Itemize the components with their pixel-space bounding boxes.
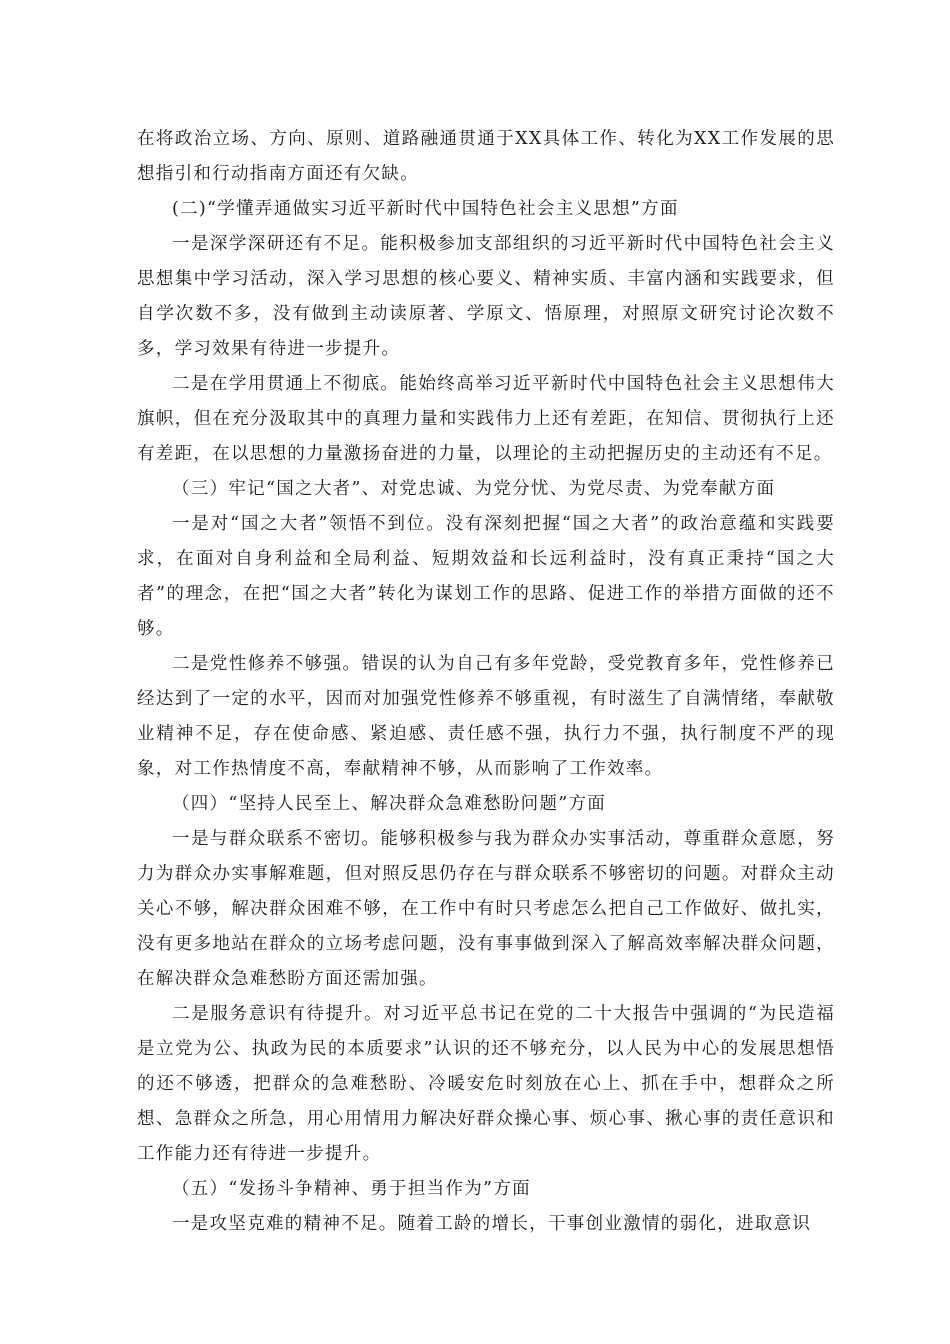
document-body: [137, 122, 835, 1242]
paragraph: 二是服务意识有待提升。对习近平总书记在党的二十大报告中强调的“为民造福是立党为公、执政为民的本质要求”认识的还不够充分，以人民为中心的发展思想悟的还不够透，把群众的急难愁盼、冷暖安危时刻放在心上、抓在手中，想群众之所想、急群众之所急，用心用情用力解决好群众操心事、烦心事、揪心事的责任意识和工作能力还有待进一步提升。: [137, 1004, 835, 1164]
paragraph: 一是与群众联系不密切。能够积极参与我为群众办实事活动，尊重群众意愿，努力为群众办实事解难题，但对照反思仍存在与群众联系不够密切的问题。对群众主动关心不够，解决群众困难不够，在工作中有时只考虑怎么把自己工作做好、做扎实，没有更多地站在群众的立场考虑问题，没有事事做到深入了解高效率解决群众问题，在解决群众急难愁盼方面还需加强。: [137, 829, 835, 989]
paragraph: 二是在学用贯通上不彻底。能始终高举习近平新时代中国特色社会主义思想伟大旗帜，但在充分汲取其中的真理力量和实践伟力上还有差距，在知信、贯彻执行上还有差距，在以思想的力量激扬奋进的力量，以理论的主动把握历史的主动还有不足。: [137, 374, 835, 464]
paragraph: 一是攻坚克难的精神不足。随着工龄的增长，干事创业激情的弱化，进取意识: [172, 1214, 812, 1234]
section-heading-2: (二)“学懂弄通做实习近平新时代中国特色社会主义思想”方面: [172, 199, 679, 219]
section-heading-4: （四）“坚持人民至上、解决群众急难愁盼问题”方面: [172, 794, 607, 814]
section-heading-5: （五）“发扬斗争精神、勇于担当作为”方面: [172, 1179, 531, 1199]
paragraph-continued: 在将政治立场、方向、原则、道路融通贯通于XX具体工作、转化为XX工作发展的思想指引和行动指南方面还有欠缺。: [137, 129, 835, 184]
section-heading-3: （三）牢记“国之大者”、对党忠诚、为党分忧、为党尽责、为党奉献方面: [172, 479, 776, 499]
paragraph: 一是对“国之大者”领悟不到位。没有深刻把握“国之大者”的政治意蕴和实践要求，在面对自身利益和全局利益、短期效益和长远利益时，没有真正秉持“国之大者”的理念，在把“国之大者”转化为谋划工作的思路、促进工作的举措方面做的还不够。: [137, 514, 835, 639]
paragraph: 二是党性修养不够强。错误的认为自己有多年党龄，受党教育多年，党性修养已经达到了一定的水平，因而对加强党性修养不够重视，有时滋生了自满情绪，奉献敬业精神不足，存在使命感、紧迫感、责任感不强，执行力不强，执行制度不严的现象，对工作热情度不高，奉献精神不够，从而影响了工作效率。: [137, 654, 835, 779]
paragraph: 一是深学深研还有不足。能积极参加支部组织的习近平新时代中国特色社会主义思想集中学习活动，深入学习思想的核心要义、精神实质、丰富内涵和实践要求，但自学次数不多，没有做到主动读原著、学原文、悟原理，对照原文研究讨论次数不多，学习效果有待进一步提升。: [137, 234, 835, 359]
